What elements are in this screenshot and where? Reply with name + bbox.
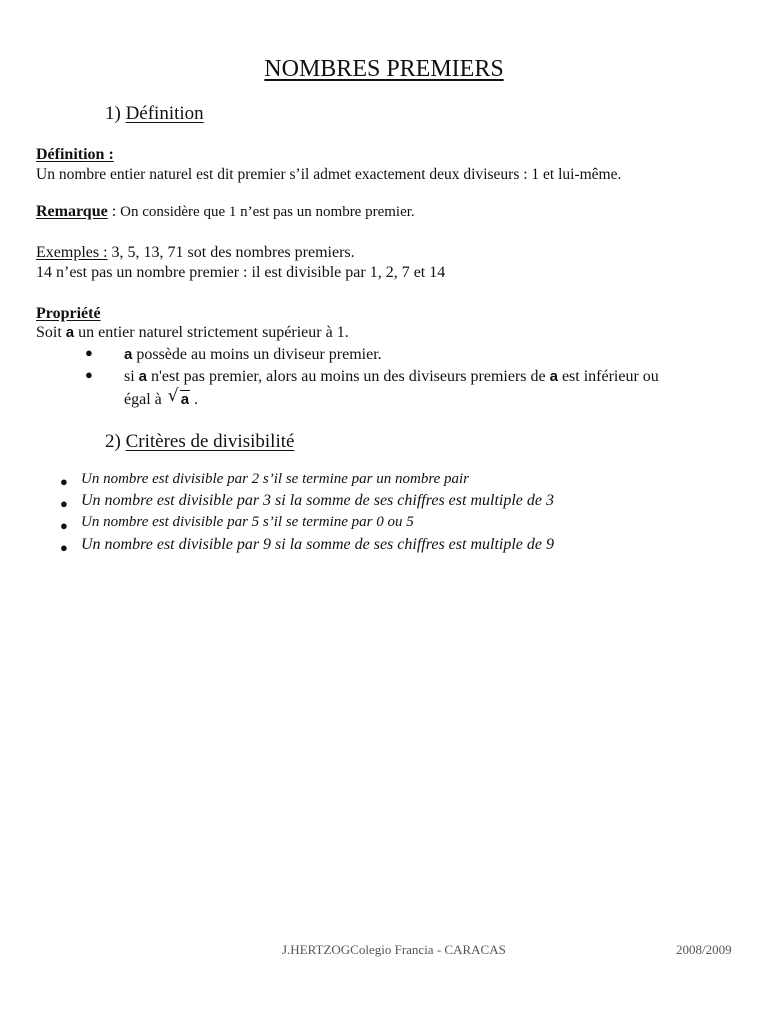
critere-item: Un nombre est divisible par 9 si la somme de ses chiffres est multiple de 9 — [81, 536, 554, 553]
critere-item: Un nombre est divisible par 2 s’il se termine par un nombre pair — [81, 471, 470, 487]
bullet-icon: ● — [60, 474, 68, 489]
footer-year: 2008/2009 — [676, 942, 732, 957]
square-root: √ a — [167, 386, 190, 408]
definition-label: Définition : — [36, 146, 114, 163]
page-title: NOMBRES PREMIERS — [264, 56, 504, 82]
propriete-bullet-1: a possède au moins un diviseur premier. — [124, 346, 382, 363]
section-1-heading: 1) Définition — [105, 103, 204, 124]
exemples-line-1: Exemples : 3, 5, 13, 71 sot des nombres premiers. — [36, 244, 355, 261]
remarque-paragraph: Remarque : On considère que 1 n’est pas un nombre premier. — [36, 203, 415, 220]
bullet-icon: ● — [60, 496, 68, 511]
propriete-intro: Soit a un entier naturel strictement supérieur à 1. — [36, 324, 349, 341]
bullet-icon: ● — [85, 345, 93, 360]
radical-icon: √ — [167, 386, 179, 406]
critere-item: Un nombre est divisible par 3 si la somme de ses chiffres est multiple de 3 — [81, 492, 554, 509]
bullet-icon: ● — [60, 540, 68, 555]
section-2-heading: 2) Critères de divisibilité — [105, 431, 295, 452]
critere-item: Un nombre est divisible par 5 s’il se termine par 0 ou 5 — [81, 514, 414, 530]
footer-author: J.HERTZOGColegio Francia - CARACAS — [282, 942, 506, 957]
propriete-label: Propriété — [36, 305, 101, 322]
propriete-bullet-2-line-1: si a n'est pas premier, alors au moins un des diviseurs premiers de a est inférieur ou — [124, 368, 659, 385]
bullet-icon: ● — [60, 518, 68, 533]
definition-text: Un nombre entier naturel est dit premier s’il admet exactement deux diviseurs : 1 et lui-même. — [36, 166, 622, 183]
propriete-bullet-2-line-2: égal à √ a . — [124, 386, 199, 408]
bullet-icon: ● — [85, 367, 93, 382]
exemples-line-2: 14 n’est pas un nombre premier : il est divisible par 1, 2, 7 et 14 — [36, 264, 446, 281]
